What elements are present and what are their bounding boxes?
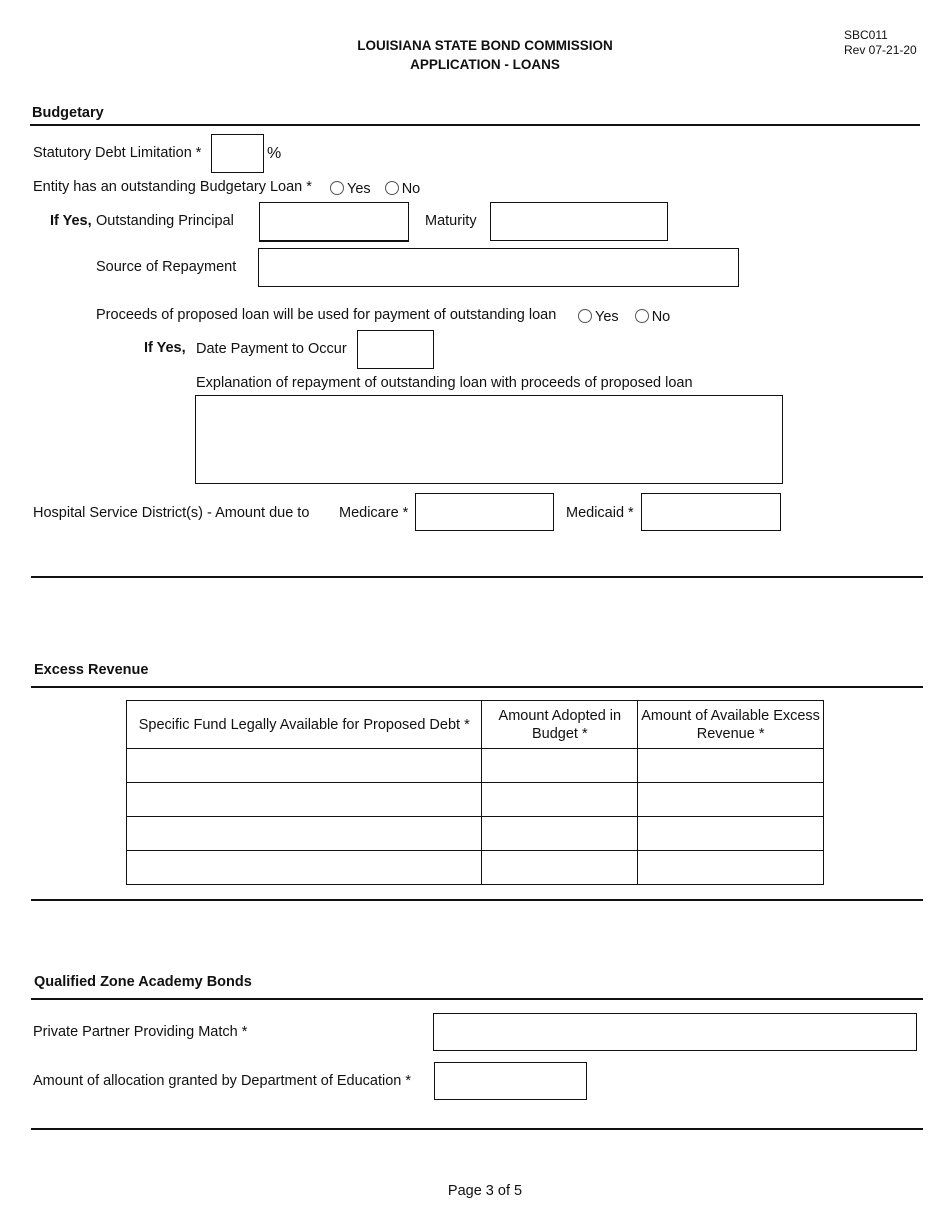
- section-divider: [30, 124, 920, 126]
- section-heading-excess-revenue: Excess Revenue: [34, 662, 149, 678]
- radio-circle-icon: [635, 309, 649, 323]
- section-heading-qzab: Qualified Zone Academy Bonds: [34, 974, 252, 990]
- section-divider: [31, 899, 923, 901]
- excess-revenue-table: [126, 700, 824, 885]
- proceeds-radio-group: [578, 309, 682, 325]
- if-yes-label-2: If Yes,: [144, 340, 186, 356]
- column-header-excess-revenue: Amount of Available Excess Revenue *: [638, 701, 824, 749]
- table-cell-input[interactable]: [127, 749, 482, 783]
- column-header-fund: Specific Fund Legally Available for Proposed Debt *: [127, 701, 482, 749]
- table-cell-input[interactable]: [127, 817, 482, 851]
- medicare-input[interactable]: [415, 493, 554, 531]
- table-row: [127, 817, 824, 851]
- form-subtitle: APPLICATION - LOANS: [410, 57, 560, 72]
- form-revision: Rev 07-21-20: [844, 43, 917, 57]
- table-cell-input[interactable]: [638, 851, 824, 885]
- maturity-label: Maturity: [425, 213, 477, 229]
- table-cell-input[interactable]: [482, 749, 638, 783]
- medicare-label: Medicare *: [339, 505, 409, 521]
- section-divider: [31, 998, 923, 1000]
- table-cell-input[interactable]: [638, 783, 824, 817]
- statutory-debt-input[interactable]: [211, 134, 264, 173]
- form-title: LOUISIANA STATE BOND COMMISSION: [357, 38, 613, 53]
- table-row: [127, 783, 824, 817]
- outstanding-principal-label: Outstanding Principal: [96, 213, 234, 229]
- table-cell-input[interactable]: [127, 851, 482, 885]
- outstanding-principal-input[interactable]: [259, 202, 409, 242]
- table-cell-input[interactable]: [482, 851, 638, 885]
- table-header-row: [127, 701, 824, 749]
- proceeds-yes-radio[interactable]: Yes: [578, 309, 619, 325]
- maturity-input[interactable]: [490, 202, 668, 241]
- medicaid-input[interactable]: [641, 493, 781, 531]
- table-row: [127, 749, 824, 783]
- section-divider: [31, 1128, 923, 1130]
- source-repayment-label: Source of Repayment: [96, 259, 237, 275]
- table-cell-input[interactable]: [482, 817, 638, 851]
- allocation-input[interactable]: [434, 1062, 587, 1100]
- date-payment-label: Date Payment to Occur: [196, 341, 347, 357]
- date-payment-input[interactable]: [357, 330, 434, 369]
- section-divider: [31, 686, 923, 688]
- if-yes-label: If Yes,: [50, 213, 92, 229]
- medicaid-label: Medicaid *: [566, 505, 634, 521]
- explanation-textarea[interactable]: [195, 395, 783, 484]
- outstanding-loan-label: Entity has an outstanding Budgetary Loan *: [33, 179, 312, 195]
- explanation-label: Explanation of repayment of outstanding loan with proceeds of proposed loan: [196, 375, 693, 391]
- page-number: Page 3 of 5: [447, 1183, 523, 1199]
- statutory-debt-label: Statutory Debt Limitation *: [33, 145, 202, 161]
- radio-circle-icon: [385, 181, 399, 195]
- allocation-label: Amount of allocation granted by Department of Education *: [33, 1073, 412, 1089]
- table-cell-input[interactable]: [482, 783, 638, 817]
- section-divider: [31, 576, 923, 578]
- percent-sign: %: [267, 145, 282, 162]
- proceeds-label: Proceeds of proposed loan will be used for payment of outstanding loan: [96, 307, 557, 323]
- table-cell-input[interactable]: [638, 817, 824, 851]
- private-partner-input[interactable]: [433, 1013, 917, 1051]
- table-cell-input[interactable]: [638, 749, 824, 783]
- section-heading-budgetary: Budgetary: [32, 105, 104, 121]
- table-row: [127, 851, 824, 885]
- column-header-amount-adopted: Amount Adopted in Budget *: [482, 701, 638, 749]
- radio-circle-icon: [578, 309, 592, 323]
- outstanding-loan-radio-group: [330, 181, 432, 197]
- proceeds-no-radio[interactable]: No: [635, 309, 671, 325]
- form-code: SBC011: [844, 28, 888, 42]
- hospital-label: Hospital Service District(s) - Amount due to: [33, 505, 310, 521]
- source-repayment-input[interactable]: [258, 248, 739, 287]
- outstanding-loan-yes-radio[interactable]: Yes: [330, 181, 371, 197]
- radio-circle-icon: [330, 181, 344, 195]
- table-cell-input[interactable]: [127, 783, 482, 817]
- private-partner-label: Private Partner Providing Match *: [33, 1024, 248, 1040]
- outstanding-loan-no-radio[interactable]: No: [385, 181, 421, 197]
